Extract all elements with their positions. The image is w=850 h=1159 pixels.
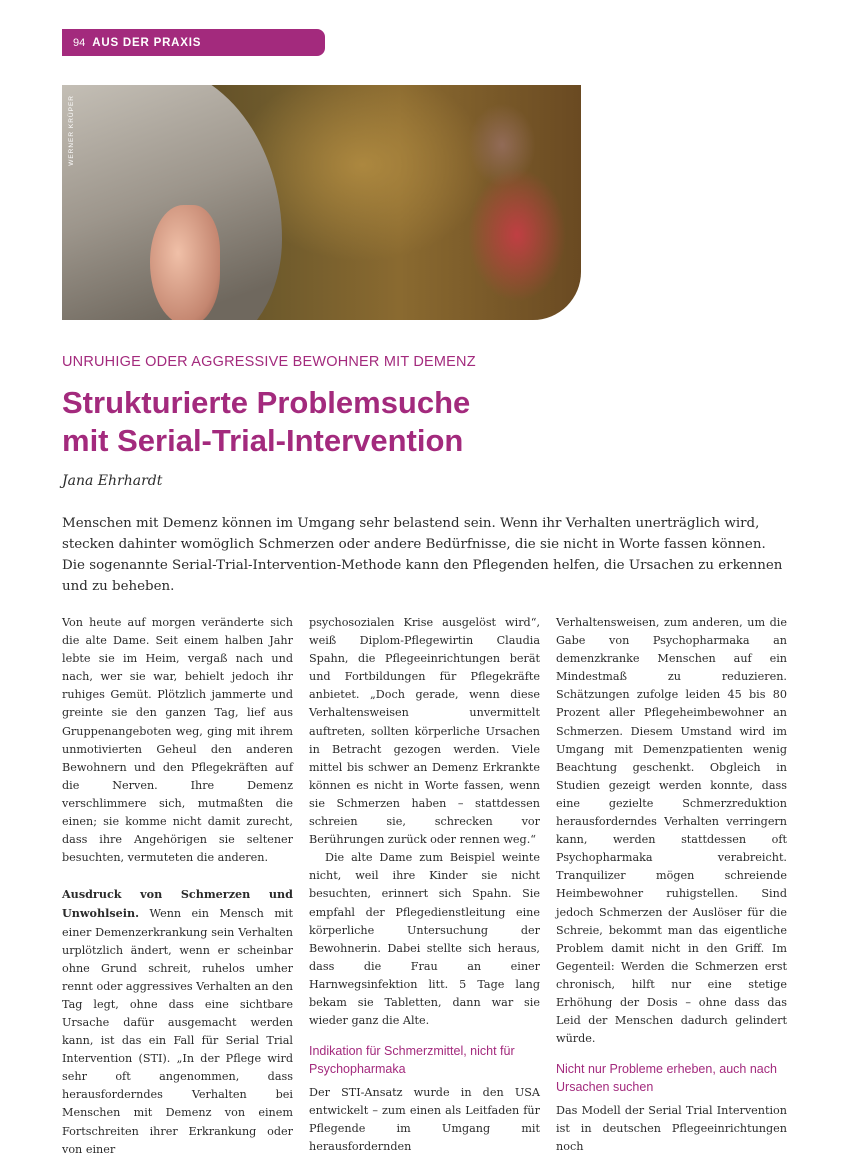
paragraph: Verhaltensweisen, zum anderen, um die Gabe von Psychopharmaka an demenzkranke Menschen auf ein Mindestmaß zu reduzieren. Schätzungen zufolge leiden 45 bis 80 Prozent aller Pflegeheimbewohner an Schmerzen. Diesem Umstand wird im Umgang mit Demenzpatienten wenig Beachtung geschenkt. Obgleich in Studien gezeigt werden konnte, dass eine gezielte Schmerzreduktion herausforderndes Verhalten verringern kann, werden stattdessen oft Psychopharmaka verabreicht. Tranquilizer mögen schreiende Heimbewohner ruhigstellen. Sind jedoch Schmerzen der Auslöser für die Schreie, bekommt man das eigentliche Problem damit nicht in den Griff. Im Gegenteil: Werden die Schmerzen erst chronisch, hilft nur eine stetige Erhöhung der Dosis – ohne dass das Leid der Menschen dadurch gelindert würde.	[556, 616, 787, 1046]
title-line-2: mit Serial-Trial-Intervention	[62, 423, 464, 458]
paragraph: psychosozialen Krise ausgelöst wird“, weiß Diplom-Pflegewirtin Claudia Spahn, die Pflegeeinrichtungen berät und Fortbildungen für Pflegekräfte anbietet. „Doch gerade, wenn diese Verhaltensweisen unvermittelt auftreten, sollten körperliche Ursachen in Betracht gezogen werden. Viele mittel bis schwer an Demenz Erkrankte können es nicht in Worte fassen, wenn sie Schmerzen haben – stattdessen schreien sie, schrecken vor Berührungen zurück oder rennen weg.“	[309, 616, 540, 847]
paragraph-text: Wenn ein Mensch mit einer Demenzerkrankung sein Verhalten urplötzlich ändert, wenn er scheinbar ohne Grund schreit, ruhelos umher rennt oder aggressives Verhalten an den Tag legt, ohne dass eine sichtbare Ursache dafür ausgemacht werden kann, ist das ein Fall für Serial Trial Intervention (STI). „In der Pflege wird sehr oft angenommen, dass herausforderndes Verhalten bei Menschen mit Demenz von einem Fortschreiten ihrer Erkrankung oder von einer	[62, 907, 293, 1156]
title-line-1: Strukturierte Problemsuche	[62, 385, 471, 420]
text-column-3	[556, 614, 787, 1157]
article-kicker: UNRUHIGE ODER AGGRESSIVE BEWOHNER MIT DEMENZ	[62, 354, 476, 370]
paragraph: Der STI-Ansatz wurde in den USA entwickelt – zum einen als Leitfaden für Pflegende im Umgang mit herausfordernden	[309, 1086, 540, 1154]
subheading: Nicht nur Probleme erheben, auch nach Ursachen suchen	[556, 1062, 777, 1095]
page-number: 94	[73, 36, 86, 49]
section-header-bar	[62, 29, 325, 56]
run-in-heading: Ausdruck von Schmerzen und Unwohlsein.	[62, 887, 293, 921]
photo-credit: WERNER KRÜPER	[68, 95, 75, 166]
article-author: Jana Ehrhardt	[62, 473, 163, 489]
subheading: Indikation für Schmerzmittel, nicht für Psychopharmaka	[309, 1044, 515, 1077]
paragraph	[62, 885, 293, 1158]
article-photo	[62, 85, 581, 320]
text-column-1	[62, 614, 293, 1159]
paragraph: Von heute auf morgen veränderte sich die alte Dame. Seit einem halben Jahr lebte sie im Heim, vergaß nach und nach, wer sie war, behielt jedoch ihr ruhiges Gemüt. Plötzlich jammerte und greinte sie den ganzen Tag, lief aus Gruppenangeboten weg, ging mit ihrem unmotivierten Geheul den anderen Bewohnern und den Pflegekräften auf die Nerven. Ihre Demenz verschlimmere sich, mutmaßten die einen; sie komme nicht damit zurecht, dass ihre Angehörigen sie seltener besuchten, vermuteten die anderen.	[62, 616, 293, 865]
article-lead: Menschen mit Demenz können im Umgang sehr belastend sein. Wenn ihr Verhalten unerträglich wird, stecken dahinter womöglich Schmerzen oder andere Bedürfnisse, die sie nicht in Worte fassen können. Die sogenannte Serial-Trial-Intervention-Methode kann den Pflegenden helfen, die Ursachen zu erkennen und zu beheben.	[62, 516, 783, 594]
article-title	[62, 384, 662, 460]
photo-ear	[150, 205, 220, 320]
paragraph: Das Modell der Serial Trial Intervention ist in deutschen Pflegeeinrichtungen noch	[556, 1104, 787, 1154]
paragraph: Die alte Dame zum Beispiel weinte nicht, weil ihre Kinder sie nicht besuchten, erinnert sich Spahn. Sie empfahl der Pflegedienstleitung eine körperliche Untersuchung der Bewohnerin. Dabei stellte sich heraus, dass die Frau an einer Harnwegsinfektion litt. 5 Tage lang bekam sie Tabletten, dann war sie wieder ganz die Alte.	[309, 851, 540, 1028]
text-column-2	[309, 614, 540, 1157]
section-label: AUS DER PRAXIS	[92, 36, 202, 49]
